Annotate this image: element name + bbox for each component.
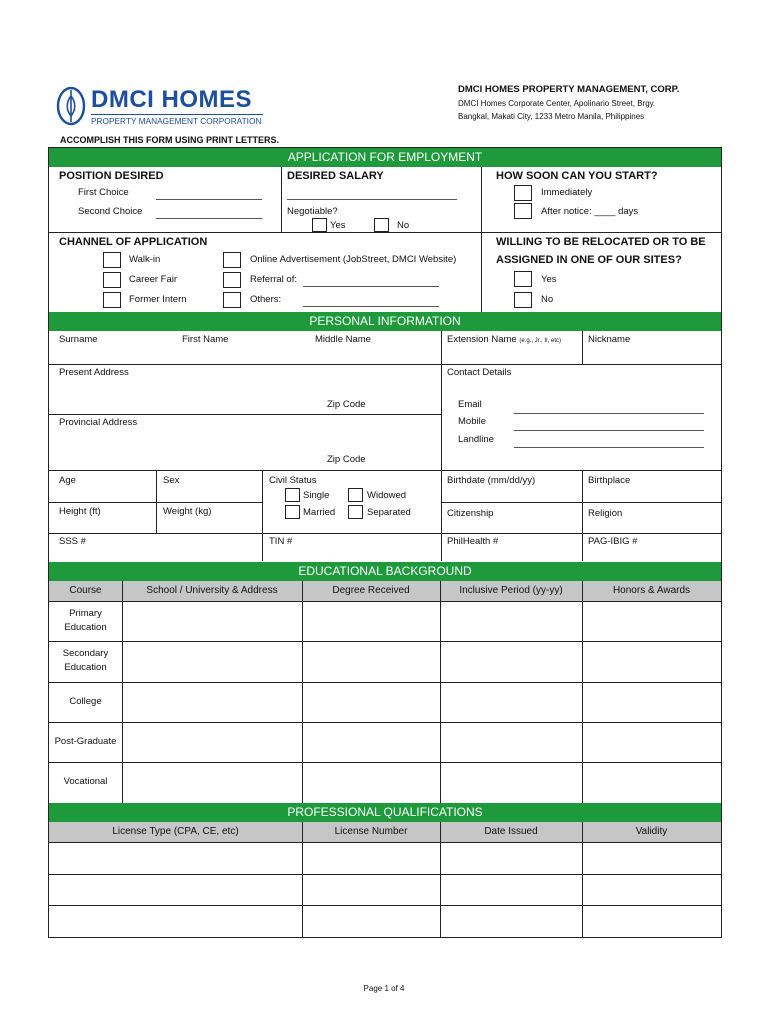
edu-header-period: Inclusive Period (yy-yy)	[459, 585, 563, 596]
online-label: Online Advertisement (JobStreet, DMCI Website)	[250, 254, 457, 265]
prof-header-license-number: License Number	[334, 826, 408, 837]
landline-label: Landline	[458, 434, 494, 445]
birthplace-label: Birthplace	[588, 475, 631, 486]
section-application: APPLICATION FOR EMPLOYMENT	[49, 148, 721, 167]
mobile-field[interactable]	[514, 430, 704, 431]
edu-header-row	[49, 581, 721, 601]
philhealth-label: PhilHealth #	[447, 536, 499, 547]
contact-details-label: Contact Details	[447, 367, 512, 378]
edu-header-degree: Degree Received	[332, 585, 410, 596]
relocate-no-checkbox[interactable]	[514, 292, 532, 308]
zip-code-present-label: Zip Code	[327, 399, 366, 410]
edu-row-vocational: Vocational	[63, 776, 108, 787]
edu-row-secondary: Secondary Education	[62, 648, 109, 673]
edu-header-honors: Honors & Awards	[612, 585, 691, 596]
relocate-title-1: WILLING TO BE RELOCATED OR TO BE	[496, 236, 706, 248]
edu-row-primary: Primary Education	[64, 608, 107, 633]
relocate-yes-checkbox[interactable]	[514, 271, 532, 287]
negotiable-yes-label: Yes	[330, 220, 346, 231]
surname-label: Surname	[59, 334, 98, 345]
section-personal: PERSONAL INFORMATION	[49, 312, 721, 331]
others-field[interactable]	[303, 306, 439, 307]
page-number: Page 1 of 4	[363, 984, 405, 993]
birthdate-label: Birthdate (mm/dd/yy)	[447, 475, 536, 486]
age-label: Age	[59, 475, 76, 486]
desired-salary-field[interactable]	[287, 199, 457, 200]
negotiable-no-checkbox[interactable]	[374, 218, 389, 232]
present-address-label: Present Address	[59, 367, 129, 378]
referral-checkbox[interactable]	[223, 272, 241, 288]
start-title: HOW SOON CAN YOU START?	[496, 170, 658, 182]
tin-label: TIN #	[269, 536, 293, 547]
channel-title: CHANNEL OF APPLICATION	[59, 236, 208, 248]
walkin-label: Walk-in	[129, 254, 161, 265]
others-checkbox[interactable]	[223, 292, 241, 308]
prof-header-row	[49, 822, 721, 842]
start-immediately-label: Immediately	[541, 187, 593, 198]
former-intern-checkbox[interactable]	[103, 292, 121, 308]
start-immediately-checkbox[interactable]	[514, 185, 532, 201]
logo-emblem-icon	[56, 86, 86, 126]
company-logo	[56, 86, 266, 128]
second-choice-label: Second Choice	[78, 206, 143, 217]
position-desired-title: POSITION DESIRED	[59, 170, 164, 182]
sex-label: Sex	[163, 475, 180, 486]
height-label: Height (ft)	[59, 506, 101, 517]
prof-header-validity: Validity	[635, 826, 668, 837]
relocate-yes-label: Yes	[541, 274, 557, 285]
second-choice-field[interactable]	[156, 218, 262, 219]
citizenship-label: Citizenship	[447, 508, 494, 519]
sss-label: SSS #	[59, 536, 86, 547]
separated-checkbox[interactable]	[348, 505, 363, 519]
landline-field[interactable]	[514, 447, 704, 448]
edu-row-postgrad: Post-Graduate	[54, 736, 117, 747]
negotiable-yes-checkbox[interactable]	[312, 218, 327, 232]
form-instruction: ACCOMPLISH THIS FORM USING PRINT LETTERS.	[60, 135, 280, 145]
others-label: Others:	[250, 294, 282, 305]
career-fair-label: Career Fair	[129, 274, 178, 285]
start-after-notice-label: After notice: ____ days	[541, 206, 639, 217]
pagibig-label: PAG-IBIG #	[588, 536, 638, 547]
edu-header-course: Course	[69, 585, 102, 596]
negotiable-label: Negotiable?	[287, 206, 338, 217]
relocate-title-2: ASSIGNED IN ONE OF OUR SITES?	[496, 254, 682, 266]
referral-label: Referral of:	[250, 274, 297, 285]
company-name: DMCI HOMES PROPERTY MANAGEMENT, CORP.	[458, 84, 680, 95]
first-choice-field[interactable]	[156, 199, 262, 200]
online-checkbox[interactable]	[223, 252, 241, 268]
edu-header-school: School / University & Address	[146, 585, 278, 596]
single-checkbox[interactable]	[285, 488, 300, 502]
start-after-notice-checkbox[interactable]	[514, 203, 532, 219]
career-fair-checkbox[interactable]	[103, 272, 121, 288]
married-checkbox[interactable]	[285, 505, 300, 519]
first-name-label: First Name	[182, 334, 229, 345]
section-education: EDUCATIONAL BACKGROUND	[49, 562, 721, 581]
email-label: Email	[458, 399, 482, 410]
logo-subtitle: PROPERTY MANAGEMENT CORPORATION	[91, 116, 262, 126]
email-field[interactable]	[514, 413, 704, 414]
walkin-checkbox[interactable]	[103, 252, 121, 268]
referral-field[interactable]	[303, 286, 439, 287]
former-intern-label: Former Intern	[129, 294, 187, 305]
edu-row-college: College	[69, 696, 102, 707]
mobile-label: Mobile	[458, 416, 486, 427]
nickname-label: Nickname	[588, 334, 631, 345]
company-address-2: Bangkal, Makati City, 1233 Metro Manila, Philippines	[458, 112, 645, 121]
civil-status-label: Civil Status	[269, 475, 317, 486]
logo-text: DMCI HOMES	[91, 86, 252, 113]
company-address-1: DMCI Homes Corporate Center, Apolinario Street, Brgy.	[458, 99, 656, 108]
provincial-address-label: Provincial Address	[59, 417, 138, 428]
widowed-label: Widowed	[367, 490, 407, 501]
single-label: Single	[303, 490, 330, 501]
prof-header-license-type: License Type (CPA, CE, etc)	[112, 826, 239, 837]
weight-label: Weight (kg)	[163, 506, 212, 517]
religion-label: Religion	[588, 508, 623, 519]
separated-label: Separated	[367, 507, 411, 518]
prof-header-date-issued: Date Issued	[484, 826, 538, 837]
first-choice-label: First Choice	[78, 187, 129, 198]
middle-name-label: Middle Name	[315, 334, 371, 345]
section-professional: PROFESSIONAL QUALIFICATIONS	[49, 803, 721, 822]
negotiable-no-label: No	[397, 220, 410, 231]
married-label: Married	[303, 507, 336, 518]
desired-salary-title: DESIRED SALARY	[287, 170, 384, 182]
widowed-checkbox[interactable]	[348, 488, 363, 502]
relocate-no-label: No	[541, 294, 554, 305]
zip-code-provincial-label: Zip Code	[327, 454, 366, 465]
extension-name-label: Extension Name (e.g., Jr., II, etc)	[447, 334, 562, 345]
